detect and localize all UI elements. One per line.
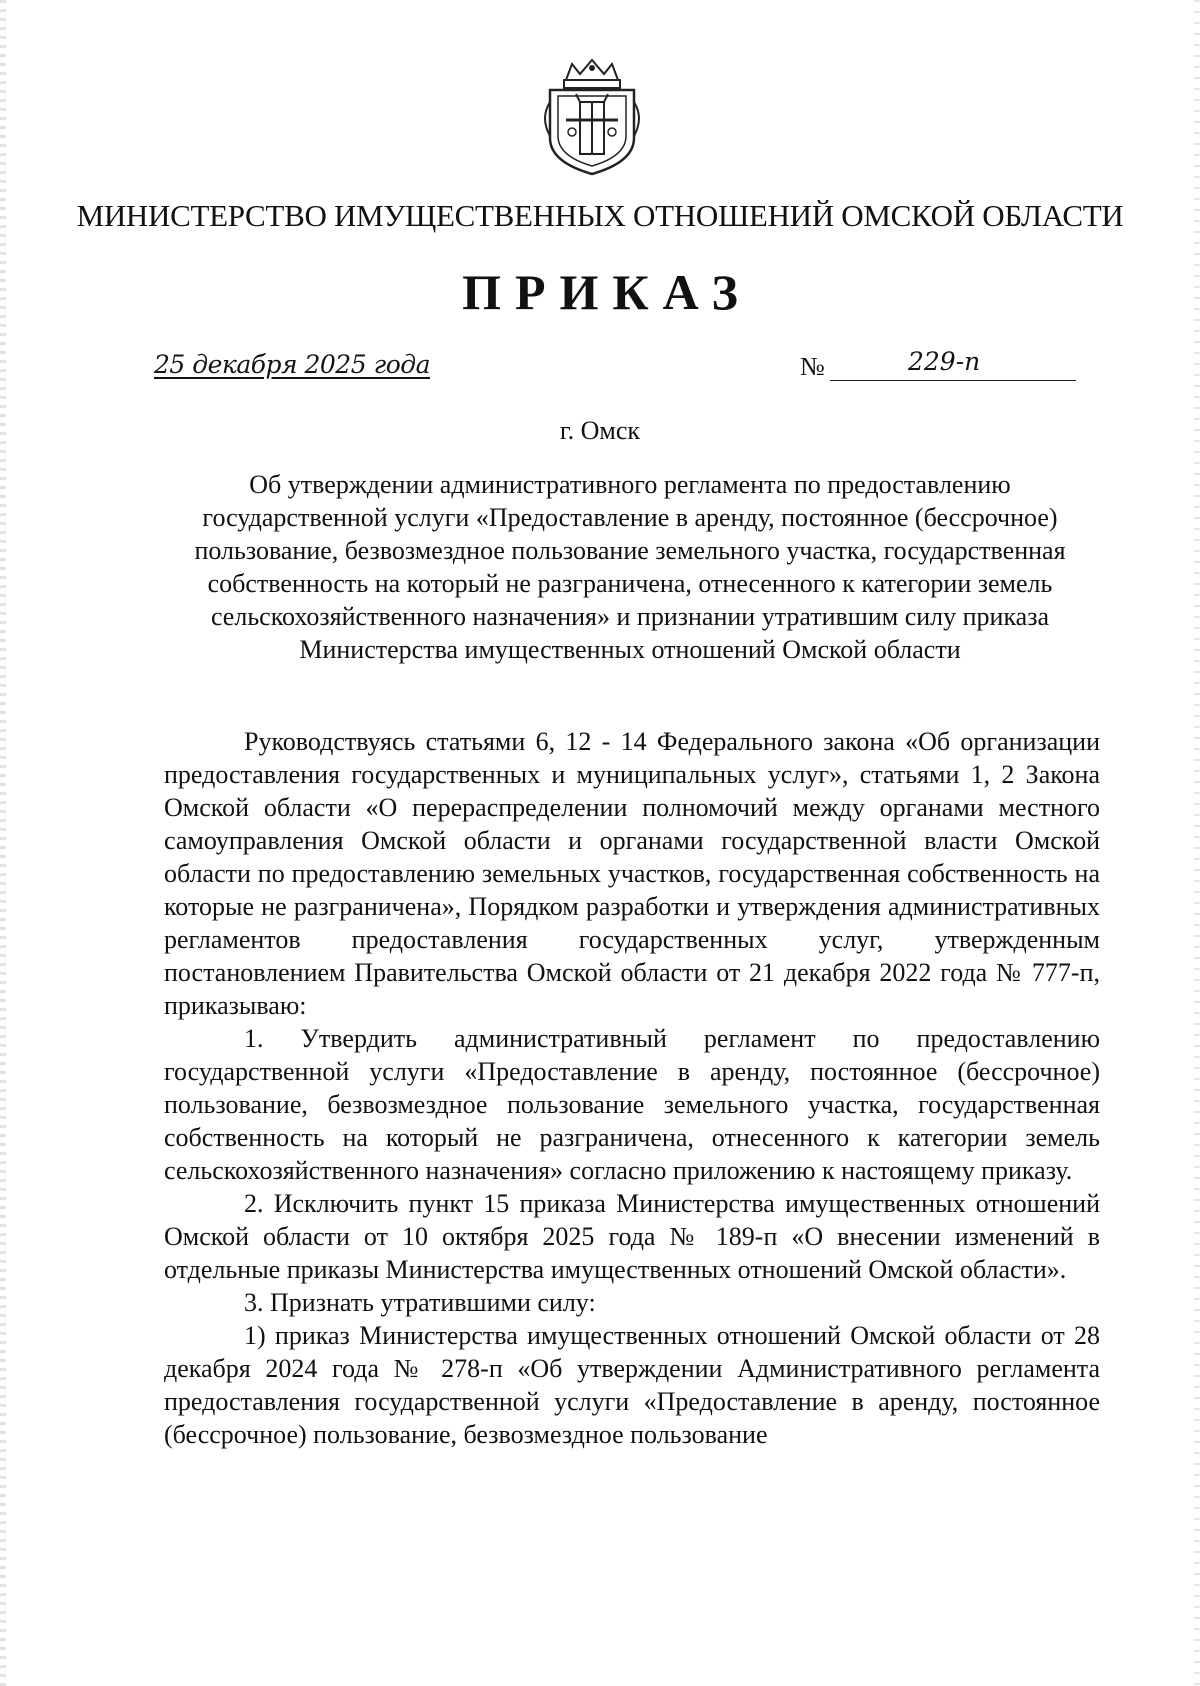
scan-edge-left xyxy=(0,0,6,1686)
body-paragraph: 3. Признать утратившими силу: xyxy=(244,1288,596,1317)
order-number: 229-п xyxy=(908,347,981,376)
order-number-label: № xyxy=(800,352,825,381)
body-paragraph: 2. Исключить пункт 15 приказа Министерства имущественных отношений Омской области от 10 октября 2025 года № 189-п «О внесении изменений в отдельные приказы Министерства имущественных отношений Омской области». xyxy=(164,1189,1100,1284)
body-paragraph: Руководствуясь статьями 6, 12 - 14 Федерального закона «Об организации предоставления государственных и муниципальных услуг», статьями 1, 2 Закона Омской области «О перераспределении полномочий между органами местного самоуправления Омской области и органами государственной власти Омской области по предоставлению земельных участков, государственная собственность на которые не разграничена», Порядком разработки и утверждения административных регламентов предоставления государственных услуг, утвержденным постановлением Правительства Омской области от 21 декабря 2022 года № 777-п, приказываю: xyxy=(164,727,1100,1020)
city: г. Омск xyxy=(559,416,641,445)
body-paragraph: 1. Утвердить административный регламент по предоставлению государственной услуги «Предоставление в аренду, постоянное (бессрочное) пользование, безвозмездное пользование земельного участка, государственная собственность на который не разграничена, отнесенного к категории земель сельскохозяйственного назначения» согласно приложению к настоящему приказу. xyxy=(164,1024,1100,1185)
body-paragraph: 1) приказ Министерства имущественных отношений Омской области от 28 декабря 2024 года № 278-п «Об утверждении Административного регламента предоставления государственной услуги «Предоставление в аренду, постоянное (бессрочное) пользование, безвозмездное пользование xyxy=(164,1321,1100,1449)
order-subject: Об утверждении административного регламента по предоставлению государственной услуги «Предоставление в аренду, постоянное (бессрочное) пользование, безвозмездное пользование земельного участка, государственная собственность на который не разграничена, отнесенного к категории земель сельскохозяйственного назначения» и признании утратившим силу приказа Министерства имущественных отношений Омской области xyxy=(194,470,1066,664)
order-date: 25 декабря 2025 года xyxy=(154,350,430,379)
order-number-line xyxy=(830,380,1076,381)
coat-of-arms-icon xyxy=(536,58,648,176)
order-body xyxy=(164,725,1100,1451)
ministry-name: МИНИСТЕРСТВО ИМУЩЕСТВЕННЫХ ОТНОШЕНИЙ ОМСКОЙ ОБЛАСТИ xyxy=(76,198,1124,233)
scan-edge-right xyxy=(1194,0,1200,1686)
document-type: ПРИКАЗ xyxy=(462,264,752,320)
